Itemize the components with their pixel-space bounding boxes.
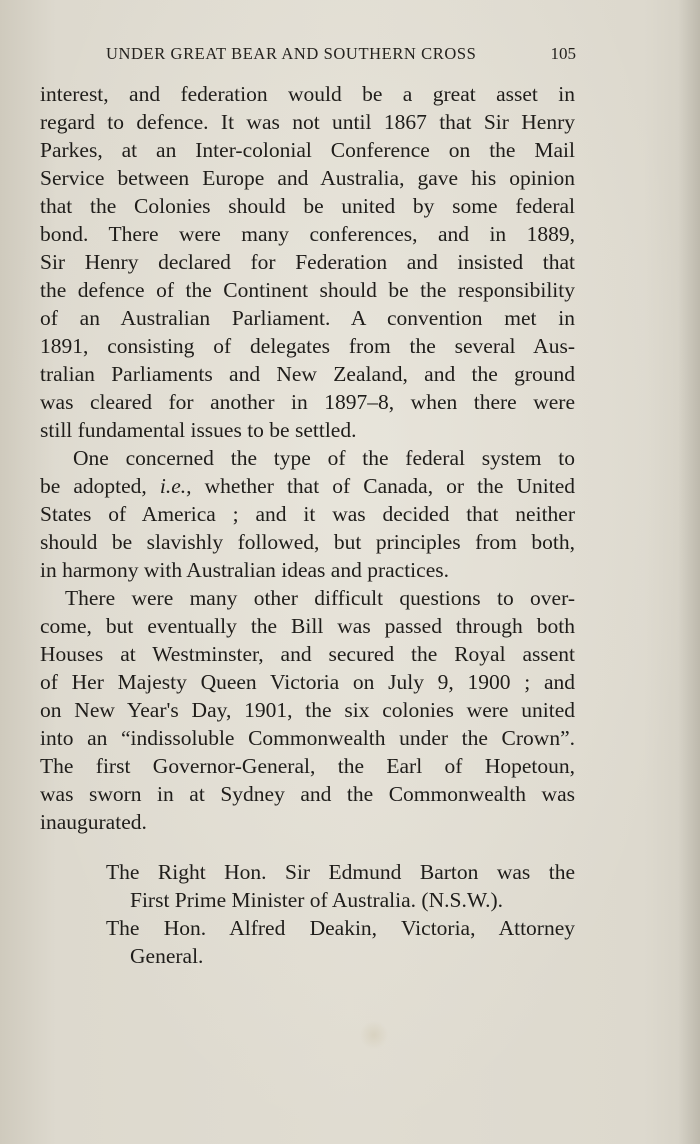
- text-line: regard to defence. It was not until 1867 that Sir Henry: [40, 110, 575, 134]
- text-line: the defence of the Continent should be the responsibility: [40, 278, 575, 302]
- text-line: inaugurated.: [40, 810, 147, 834]
- text-line: was cleared for another in 1897–8, when there were: [40, 390, 575, 414]
- text-line: 1891, consisting of delegates from the several Aus-: [40, 334, 575, 358]
- text-line: of an Australian Parliament. A convention met in: [40, 306, 575, 330]
- body-text: [40, 80, 575, 836]
- page-number: 105: [550, 44, 576, 63]
- text-line: There were many other difficult questions to over-: [65, 586, 575, 610]
- paper-smudge: [360, 1020, 388, 1050]
- text-line: Sir Henry declared for Federation and insisted that: [40, 250, 575, 274]
- text-line: should be slavishly followed, but principles from both,: [40, 530, 575, 554]
- minister-line: The Hon. Alfred Deakin, Victoria, Attorney: [106, 916, 575, 940]
- text-line: of Her Majesty Queen Victoria on July 9, 1900 ; and: [40, 670, 575, 694]
- text-line: States of America ; and it was decided that neither: [40, 502, 575, 526]
- text-line: into an “indissoluble Commonwealth under the Crown”.: [40, 726, 575, 750]
- running-title: UNDER GREAT BEAR AND SOUTHERN CROSS: [106, 44, 477, 63]
- page-edge-shadow: [678, 0, 700, 1144]
- minister-continuation: General.: [130, 944, 204, 968]
- text-line: Houses at Westminster, and secured the Royal assent: [40, 642, 575, 666]
- text-line: was sworn in at Sydney and the Commonwealth was: [40, 782, 575, 806]
- paragraph: [40, 444, 575, 584]
- running-head: [106, 44, 576, 68]
- text-line: bond. There were many conferences, and in 1889,: [40, 222, 575, 246]
- text-line: One concerned the type of the federal system to: [73, 446, 575, 470]
- text-line: The first Governor-General, the Earl of Hopetoun,: [40, 754, 575, 778]
- italic-abbreviation: i.e.,: [159, 474, 192, 498]
- text-line: interest, and federation would be a great asset in: [40, 82, 575, 106]
- minister-continuation: First Prime Minister of Australia. (N.S.W.).: [130, 888, 504, 912]
- minister-line: The Right Hon. Sir Edmund Barton was the: [106, 860, 575, 884]
- ministers-list: [106, 858, 575, 970]
- text-line: tralian Parliaments and New Zealand, and the ground: [40, 362, 575, 386]
- paragraph: [40, 80, 575, 444]
- text-line: Parkes, at an Inter-colonial Conference on the Mail: [40, 138, 575, 162]
- text-line: come, but eventually the Bill was passed through both: [40, 614, 575, 638]
- text-line: on New Year's Day, 1901, the six colonies were united: [40, 698, 575, 722]
- text-line: Service between Europe and Australia, gave his opinion: [40, 166, 575, 190]
- text-line: in harmony with Australian ideas and practices.: [40, 558, 449, 582]
- text-line: still fundamental issues to be settled.: [40, 418, 357, 442]
- minister-entry: [106, 858, 575, 914]
- text-line: that the Colonies should be united by some federal: [40, 194, 575, 218]
- text-line: be adopted, i.e., whether that of Canada, or the United: [40, 474, 575, 498]
- paragraph: [40, 584, 575, 836]
- minister-entry: [106, 914, 575, 970]
